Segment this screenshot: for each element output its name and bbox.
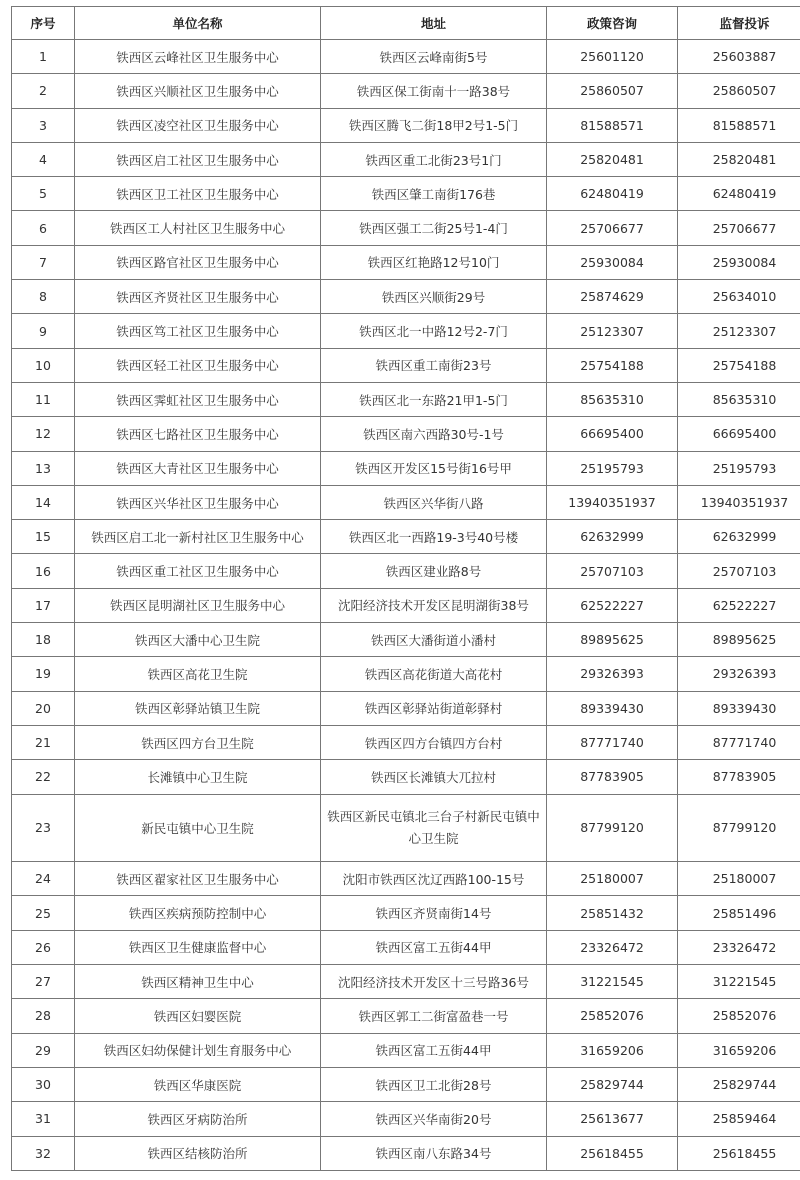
cell-policy-phone: 66695400 (547, 417, 678, 451)
table-row (12, 280, 800, 314)
cell-supervision-phone: 87783905 (678, 760, 800, 794)
cell-supervision-phone: 23326472 (678, 930, 800, 964)
cell-unit-name: 铁西区七路社区卫生服务中心 (75, 417, 321, 451)
table-row (12, 314, 800, 348)
header-unit-name: 单位名称 (75, 7, 321, 40)
cell-index: 3 (12, 108, 75, 142)
cell-index: 6 (12, 211, 75, 245)
cell-unit-name: 铁西区华康医院 (75, 1067, 321, 1101)
cell-policy-phone: 25820481 (547, 142, 678, 176)
cell-index: 29 (12, 1033, 75, 1067)
cell-unit-name: 铁西区结核防治所 (75, 1136, 321, 1170)
cell-policy-phone: 25195793 (547, 451, 678, 485)
cell-index: 17 (12, 588, 75, 622)
table-row (12, 382, 800, 416)
cell-address: 铁西区富工五街44甲 (321, 1033, 547, 1067)
cell-index: 2 (12, 74, 75, 108)
table-body (12, 40, 800, 1171)
cell-unit-name: 长滩镇中心卫生院 (75, 760, 321, 794)
cell-supervision-phone: 31659206 (678, 1033, 800, 1067)
cell-unit-name: 铁西区卫工社区卫生服务中心 (75, 177, 321, 211)
cell-policy-phone: 25930084 (547, 245, 678, 279)
cell-address: 铁西区兴顺街29号 (321, 280, 547, 314)
cell-index: 27 (12, 965, 75, 999)
cell-address: 铁西区卫工北街28号 (321, 1067, 547, 1101)
cell-address: 铁西区北一中路12号2-7门 (321, 314, 547, 348)
cell-unit-name: 铁西区卫生健康监督中心 (75, 930, 321, 964)
cell-policy-phone: 81588571 (547, 108, 678, 142)
cell-policy-phone: 25851432 (547, 896, 678, 930)
table-row (12, 1102, 800, 1136)
cell-index: 7 (12, 245, 75, 279)
cell-address: 铁西区长滩镇大兀拉村 (321, 760, 547, 794)
cell-supervision-phone: 87799120 (678, 794, 800, 862)
cell-supervision-phone: 25123307 (678, 314, 800, 348)
cell-index: 8 (12, 280, 75, 314)
cell-supervision-phone: 89339430 (678, 691, 800, 725)
cell-address: 铁西区高花街道大高花村 (321, 657, 547, 691)
cell-supervision-phone: 25634010 (678, 280, 800, 314)
cell-supervision-phone: 13940351937 (678, 485, 800, 519)
table-row (12, 1136, 800, 1170)
table-row (12, 1033, 800, 1067)
cell-address: 沈阳经济技术开发区十三号路36号 (321, 965, 547, 999)
cell-supervision-phone: 89895625 (678, 623, 800, 657)
cell-address: 铁西区南六西路30号-1号 (321, 417, 547, 451)
cell-address: 铁西区新民屯镇北三台子村新民屯镇中心卫生院 (321, 794, 547, 862)
cell-supervision-phone: 25603887 (678, 40, 800, 74)
cell-supervision-phone: 25706677 (678, 211, 800, 245)
cell-index: 23 (12, 794, 75, 862)
cell-index: 4 (12, 142, 75, 176)
cell-supervision-phone: 62480419 (678, 177, 800, 211)
cell-supervision-phone: 81588571 (678, 108, 800, 142)
cell-address: 沈阳市铁西区沈辽西路100-15号 (321, 862, 547, 896)
cell-index: 26 (12, 930, 75, 964)
cell-address: 铁西区重工北街23号1门 (321, 142, 547, 176)
cell-address: 铁西区四方台镇四方台村 (321, 725, 547, 759)
cell-index: 13 (12, 451, 75, 485)
cell-unit-name: 铁西区启工北一新村社区卫生服务中心 (75, 520, 321, 554)
cell-index: 12 (12, 417, 75, 451)
cell-unit-name: 铁西区重工社区卫生服务中心 (75, 554, 321, 588)
cell-supervision-phone: 25851496 (678, 896, 800, 930)
cell-unit-name: 铁西区精神卫生中心 (75, 965, 321, 999)
cell-supervision-phone: 62522227 (678, 588, 800, 622)
cell-unit-name: 铁西区笃工社区卫生服务中心 (75, 314, 321, 348)
cell-index: 30 (12, 1067, 75, 1101)
cell-address: 铁西区兴华南街20号 (321, 1102, 547, 1136)
cell-index: 28 (12, 999, 75, 1033)
table-row (12, 862, 800, 896)
cell-policy-phone: 25180007 (547, 862, 678, 896)
table-row (12, 794, 800, 862)
cell-policy-phone: 62522227 (547, 588, 678, 622)
cell-unit-name: 铁西区轻工社区卫生服务中心 (75, 348, 321, 382)
cell-supervision-phone: 85635310 (678, 382, 800, 416)
cell-supervision-phone: 25180007 (678, 862, 800, 896)
cell-supervision-phone: 87771740 (678, 725, 800, 759)
cell-index: 24 (12, 862, 75, 896)
cell-unit-name: 铁西区牙病防治所 (75, 1102, 321, 1136)
cell-unit-name: 铁西区高花卫生院 (75, 657, 321, 691)
cell-policy-phone: 89895625 (547, 623, 678, 657)
cell-policy-phone: 85635310 (547, 382, 678, 416)
cell-policy-phone: 25852076 (547, 999, 678, 1033)
table-row (12, 999, 800, 1033)
cell-index: 31 (12, 1102, 75, 1136)
cell-unit-name: 铁西区启工社区卫生服务中心 (75, 142, 321, 176)
table-row (12, 1067, 800, 1101)
table-row (12, 896, 800, 930)
cell-index: 20 (12, 691, 75, 725)
cell-address: 铁西区北一东路21甲1-5门 (321, 382, 547, 416)
table-row (12, 245, 800, 279)
cell-unit-name: 铁西区兴华社区卫生服务中心 (75, 485, 321, 519)
cell-address: 铁西区建业路8号 (321, 554, 547, 588)
cell-policy-phone: 25860507 (547, 74, 678, 108)
cell-address: 铁西区郭工二街富盈巷一号 (321, 999, 547, 1033)
cell-address: 铁西区富工五街44甲 (321, 930, 547, 964)
cell-index: 16 (12, 554, 75, 588)
cell-policy-phone: 87771740 (547, 725, 678, 759)
cell-index: 22 (12, 760, 75, 794)
cell-address: 沈阳经济技术开发区昆明湖街38号 (321, 588, 547, 622)
table-row (12, 520, 800, 554)
cell-index: 11 (12, 382, 75, 416)
table-row (12, 348, 800, 382)
cell-unit-name: 铁西区工人村社区卫生服务中心 (75, 211, 321, 245)
table-header-row (12, 7, 800, 40)
table-row (12, 211, 800, 245)
cell-address: 铁西区云峰南街5号 (321, 40, 547, 74)
cell-policy-phone: 25829744 (547, 1067, 678, 1101)
cell-address: 铁西区重工南街23号 (321, 348, 547, 382)
cell-supervision-phone: 25852076 (678, 999, 800, 1033)
cell-supervision-phone: 25930084 (678, 245, 800, 279)
cell-supervision-phone: 25618455 (678, 1136, 800, 1170)
cell-address: 铁西区北一西路19-3号40号楼 (321, 520, 547, 554)
table-row (12, 588, 800, 622)
cell-supervision-phone: 25820481 (678, 142, 800, 176)
cell-policy-phone: 25754188 (547, 348, 678, 382)
cell-policy-phone: 23326472 (547, 930, 678, 964)
cell-unit-name: 铁西区妇婴医院 (75, 999, 321, 1033)
cell-address: 铁西区齐贤南街14号 (321, 896, 547, 930)
table-row (12, 177, 800, 211)
header-index: 序号 (12, 7, 75, 40)
cell-index: 1 (12, 40, 75, 74)
cell-unit-name: 新民屯镇中心卫生院 (75, 794, 321, 862)
cell-supervision-phone: 25829744 (678, 1067, 800, 1101)
cell-index: 15 (12, 520, 75, 554)
cell-policy-phone: 25874629 (547, 280, 678, 314)
header-address: 地址 (321, 7, 547, 40)
cell-index: 5 (12, 177, 75, 211)
cell-unit-name: 铁西区云峰社区卫生服务中心 (75, 40, 321, 74)
cell-policy-phone: 29326393 (547, 657, 678, 691)
table-row (12, 40, 800, 74)
cell-unit-name: 铁西区翟家社区卫生服务中心 (75, 862, 321, 896)
cell-unit-name: 铁西区兴顺社区卫生服务中心 (75, 74, 321, 108)
cell-unit-name: 铁西区大青社区卫生服务中心 (75, 451, 321, 485)
table-row (12, 691, 800, 725)
cell-supervision-phone: 25707103 (678, 554, 800, 588)
cell-unit-name: 铁西区四方台卫生院 (75, 725, 321, 759)
cell-supervision-phone: 62632999 (678, 520, 800, 554)
header-policy-consultation: 政策咨询 (547, 7, 678, 40)
cell-unit-name: 铁西区路官社区卫生服务中心 (75, 245, 321, 279)
cell-policy-phone: 25618455 (547, 1136, 678, 1170)
table-row (12, 108, 800, 142)
header-supervision-complaint: 监督投诉 (678, 7, 800, 40)
table-row (12, 965, 800, 999)
cell-address: 铁西区彰驿站街道彰驿村 (321, 691, 547, 725)
cell-supervision-phone: 66695400 (678, 417, 800, 451)
cell-unit-name: 铁西区凌空社区卫生服务中心 (75, 108, 321, 142)
cell-address: 铁西区腾飞二街18甲2号1-5门 (321, 108, 547, 142)
cell-unit-name: 铁西区昆明湖社区卫生服务中心 (75, 588, 321, 622)
cell-unit-name: 铁西区妇幼保健计划生育服务中心 (75, 1033, 321, 1067)
cell-policy-phone: 62632999 (547, 520, 678, 554)
cell-supervision-phone: 25860507 (678, 74, 800, 108)
cell-policy-phone: 13940351937 (547, 485, 678, 519)
table-row (12, 485, 800, 519)
cell-address: 铁西区开发区15号街16号甲 (321, 451, 547, 485)
table-row (12, 760, 800, 794)
cell-policy-phone: 25707103 (547, 554, 678, 588)
table-row (12, 417, 800, 451)
cell-unit-name: 铁西区齐贤社区卫生服务中心 (75, 280, 321, 314)
cell-index: 21 (12, 725, 75, 759)
table-row (12, 142, 800, 176)
table-row (12, 657, 800, 691)
directory-table (11, 6, 800, 1171)
cell-unit-name: 铁西区疾病预防控制中心 (75, 896, 321, 930)
table-row (12, 930, 800, 964)
cell-address: 铁西区强工二街25号1-4门 (321, 211, 547, 245)
cell-index: 9 (12, 314, 75, 348)
cell-policy-phone: 31221545 (547, 965, 678, 999)
table-row (12, 554, 800, 588)
cell-index: 25 (12, 896, 75, 930)
cell-address: 铁西区南八东路34号 (321, 1136, 547, 1170)
cell-address: 铁西区大潘街道小潘村 (321, 623, 547, 657)
table-row (12, 451, 800, 485)
cell-address: 铁西区保工街南十一路38号 (321, 74, 547, 108)
cell-index: 32 (12, 1136, 75, 1170)
cell-index: 14 (12, 485, 75, 519)
cell-policy-phone: 25123307 (547, 314, 678, 348)
table-row (12, 623, 800, 657)
cell-policy-phone: 87783905 (547, 760, 678, 794)
cell-supervision-phone: 25859464 (678, 1102, 800, 1136)
cell-unit-name: 铁西区霁虹社区卫生服务中心 (75, 382, 321, 416)
cell-policy-phone: 62480419 (547, 177, 678, 211)
cell-supervision-phone: 25754188 (678, 348, 800, 382)
cell-index: 10 (12, 348, 75, 382)
cell-policy-phone: 25706677 (547, 211, 678, 245)
cell-supervision-phone: 31221545 (678, 965, 800, 999)
cell-unit-name: 铁西区彰驿站镇卫生院 (75, 691, 321, 725)
cell-policy-phone: 89339430 (547, 691, 678, 725)
cell-supervision-phone: 25195793 (678, 451, 800, 485)
cell-supervision-phone: 29326393 (678, 657, 800, 691)
table-row (12, 74, 800, 108)
cell-policy-phone: 87799120 (547, 794, 678, 862)
cell-address: 铁西区兴华街八路 (321, 485, 547, 519)
cell-policy-phone: 31659206 (547, 1033, 678, 1067)
table-row (12, 725, 800, 759)
cell-address: 铁西区红艳路12号10门 (321, 245, 547, 279)
cell-policy-phone: 25601120 (547, 40, 678, 74)
cell-policy-phone: 25613677 (547, 1102, 678, 1136)
cell-unit-name: 铁西区大潘中心卫生院 (75, 623, 321, 657)
cell-index: 19 (12, 657, 75, 691)
directory-table-container (11, 6, 800, 1171)
cell-address: 铁西区肇工南街176巷 (321, 177, 547, 211)
cell-index: 18 (12, 623, 75, 657)
